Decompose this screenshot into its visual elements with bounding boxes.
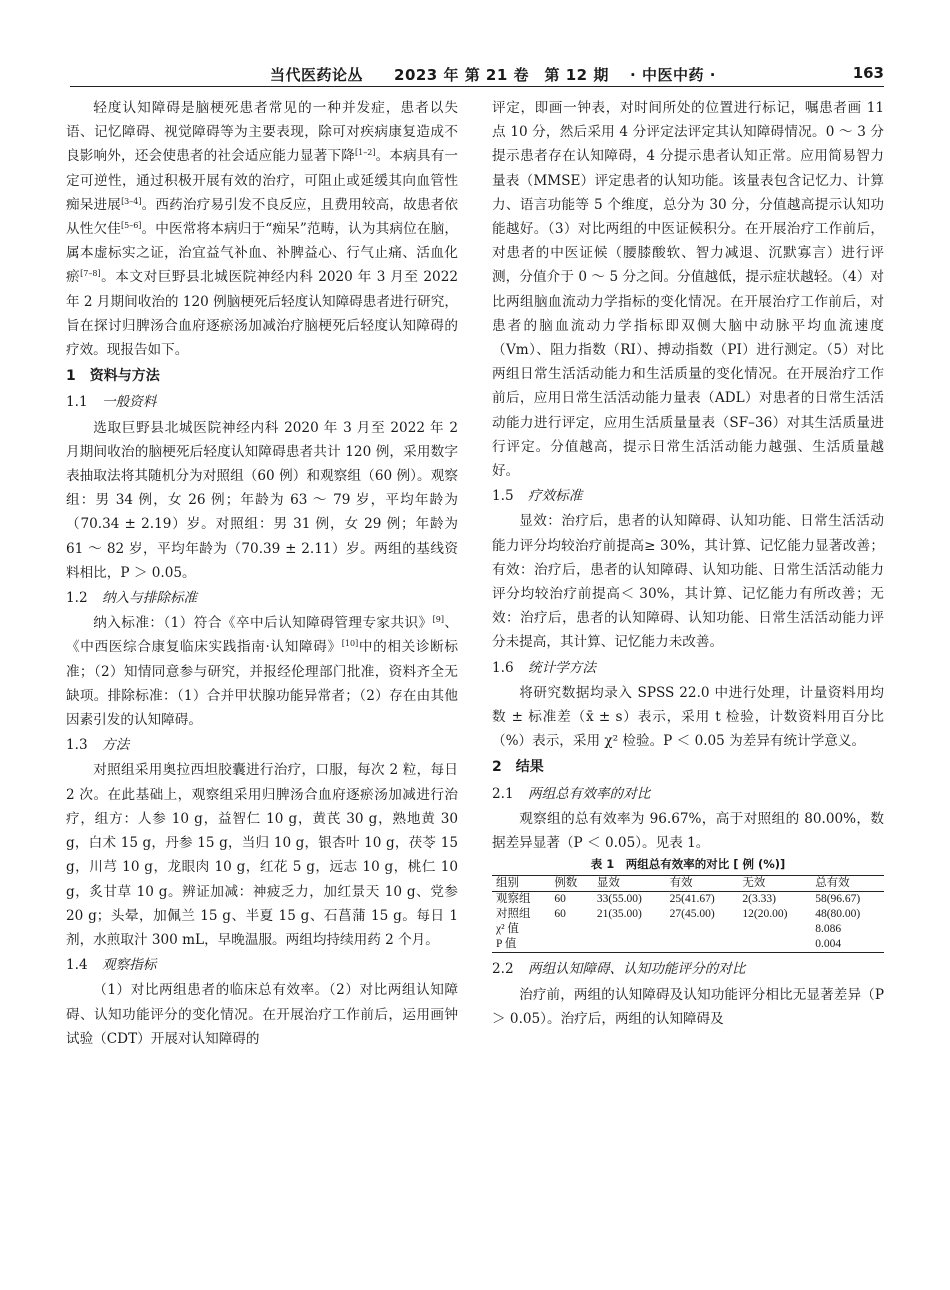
body-paragraph: 显效：治疗后，患者的认知障碍、认知功能、日常生活活动能力评分均较治疗前提高≥ 30%，其计算、记忆能力显著改善；有效：治疗后，患者的认知障碍、认知功能、日常生活活动能力评分均较治疗前提高＜ 30%，其计算、记忆能力有所改善；无效：治疗后，患者的认知障碍、认知功能、日常生活活动能力评分未提高，其计算、记忆能力未改善。 — [492, 513, 884, 651]
table-caption: 表 1 两组总有效率的对比 [ 例 (%)] — [590, 857, 786, 872]
table-cell: χ² 值 — [496, 923, 519, 936]
table-header-cell: 有效 — [666, 876, 739, 892]
body-paragraph: 观察组的总有效率为 96.67%，高于对照组的 80.00%，数据差异显著（P ＜ 0.05）。见表 1。 — [492, 810, 884, 852]
subsection-heading: 1.6 统计学方法 — [492, 659, 596, 676]
table-cell — [550, 922, 593, 937]
table-header-cell: 例数 — [550, 876, 593, 892]
table-cell — [666, 922, 739, 937]
citation: [3–4] — [121, 196, 142, 206]
page-number: 163 — [852, 64, 884, 82]
citation: [9] — [432, 615, 444, 625]
table-cell: 60 — [554, 893, 566, 906]
table-row — [492, 922, 884, 937]
subsection-heading: 1.5 疗效标准 — [492, 488, 583, 505]
body-paragraph: 将研究数据均录入 SPSS 22.0 中进行处理，计量资料用均数 ± 标准差（x̄ ± s）表示，采用 t 检验，计数资料用百分比（%）表示，采用 χ² 检验。P ＜ 0.05 为差异有统计学意义。 — [492, 684, 884, 750]
table-cell: 0.004 — [811, 937, 884, 953]
citation: [5–6] — [120, 221, 142, 231]
body-paragraph: 治疗前，两组的认知障碍及认知功能评分相比无显著差异（P ＞ 0.05）。治疗后，两组的认知障碍及 — [492, 986, 884, 1027]
table-header-cell: 总有效 — [811, 876, 884, 892]
table-cell: 12(20.00) — [742, 908, 788, 921]
table-cell: 21(35.00) — [596, 908, 642, 921]
journal-title: 当代医药论丛 2023 年 第 21 卷 第 12 期 · 中医中药 · — [270, 66, 716, 84]
running-header — [70, 62, 884, 84]
table-row — [492, 907, 884, 922]
table-cell: 58(96.67) — [815, 893, 861, 906]
table-header-row — [492, 876, 884, 892]
table-cell: 27(45.00) — [669, 908, 715, 921]
table-header-cell: 无效 — [738, 876, 811, 892]
header-rule — [70, 86, 884, 87]
body-paragraph: 对照组采用奥拉西坦胶囊进行治疗，口服，每次 2 粒，每日 2 次。在此基础上，观察组采用归脾汤合血府逐瘀汤加减进行治疗，组方：人参 10 g，益智仁 10 g，黄芪 30 g，熟地黄 30 g，白术 15 g，丹参 15 g，当归 10 g，银杏叶 10 g，茯苓 15 g，川芎 10 g，龙眼肉 10 g，红花 5 g，远志 10 g，桃仁 10 g，炙甘草 10 g。辨证加减：神疲乏力，加红景天 10 g、党参 20 g；头晕，加佩兰 15 g、半夏 15 g、石菖蒲 15 g。每日 1 剂，水煎取汁 300 mL，早晚温服。两组均持续用药 2 个月。 — [66, 762, 458, 948]
table-cell: 2(3.33) — [742, 893, 776, 906]
table-row — [492, 937, 884, 953]
body-paragraph: （1）对比两组患者的临床总有效率。（2）对比两组认知障碍、认知功能评分的变化情况。在开展治疗工作前后，运用画钟试验（CDT）开展对认知障碍的 — [66, 982, 458, 1047]
subsection-heading: 1.3 方法 — [66, 737, 130, 754]
table-cell: 25(41.67) — [669, 893, 715, 906]
table-cell: 48(80.00) — [815, 908, 861, 921]
subsection-heading: 1.2 纳入与排除标准 — [66, 590, 198, 607]
body-paragraph: 评定，即画一钟表，对时间所处的位置进行标记，嘱患者画 11 点 10 分，然后采用 4 分评定法评定其认知障碍情况。0 ～ 3 分提示患者存在认知障碍，4 分提示患者认知正常。应用简易智力量表（MMSE）评定患者的认知功能。该量表包含记忆力、计算力、语言功能等 5 个维度，总分为 30 分，分值越高提示认知功能越好。（3）对比两组的中医证候积分。在开展治疗工作前后，对患者的中医证候（腰膝酸软、智力减退、沉默寡言）进行评测，分值介于 0 ～ 5 分之间。分值越低，提示症状越轻。（4）对比两组脑血流动力学指标的变化情况。在开展治疗工作前后，对患者的脑血流动力学指标即双侧大脑中动脉平均血流速度（Vm）、阻力指数（RI）、搏动指数（PI）进行测定。（5）对比两组日常生活活动能力和生活质量的变化情况。在开展治疗工作前后，应用日常生活活动能力量表（ADL）对患者的日常生活活动能力进行评定，应用生活质量量表（SF–36）对其生活质量进行评定。分值越高，提示日常生活活动能力越强、生活质量越好。 — [492, 100, 884, 480]
right-column — [492, 96, 884, 1031]
table-cell — [593, 937, 666, 953]
subsection-heading: 2.2 两组认知障碍、认知功能评分的对比 — [492, 961, 746, 978]
table-cell — [666, 937, 739, 953]
table-cell: 33(55.00) — [596, 893, 642, 906]
table-header-cell: 显效 — [593, 876, 666, 892]
table-cell: 8.086 — [815, 923, 842, 936]
subsection-heading: 1.4 观察指标 — [66, 957, 157, 974]
table-cell: 观察组 — [496, 893, 531, 906]
left-column — [66, 96, 458, 1051]
subsection-heading: 1.1 一般资料 — [66, 394, 157, 411]
body-paragraph: 选取巨野县北城医院神经内科 2020 年 3 月至 2022 年 2 月期间收治的脑梗死后轻度认知障碍患者共计 120 例，采用数字表抽取法将其随机分为对照组（60 例）和观察组（60 例）。观察组：男 34 例，女 26 例；年龄为 63 ～ 79 岁，平均年龄为（70.34 ± 2.19）岁。对照组：男 31 例，女 29 例；年龄为 61 ～ 82 岁，平均年龄为（70.39 ± 2.11）岁。两组的基线资料相比，P ＞ 0.05。 — [66, 419, 458, 581]
results-table — [492, 855, 884, 953]
subsection-heading: 2.1 两组总有效率的对比 — [492, 785, 651, 802]
table-cell — [550, 937, 593, 953]
table-cell — [738, 922, 811, 937]
table-cell — [593, 922, 666, 937]
table-row — [492, 892, 884, 908]
body-paragraph: 纳入标准：（1）符合《卒中后认知障碍管理专家共识》[9]、《中西医综合康复临床实践指南·认知障碍》[10]中的相关诊断标准；（2）知情同意参与研究，并报经伦理部门批准，资料齐全无缺项。排除标准：（1）合并甲状腺功能异常者；（2）存在由其他因素引发的认知障碍。 — [66, 615, 458, 729]
citation: [7–8] — [80, 269, 101, 279]
section-heading: 1 资料与方法 — [66, 368, 160, 385]
table-cell: P 值 — [492, 937, 550, 953]
table-cell — [738, 937, 811, 953]
table-cell: 60 — [554, 908, 566, 921]
section-heading: 2 结果 — [492, 759, 544, 776]
intro-paragraph: 轻度认知障碍是脑梗死患者常见的一种并发症，患者以失语、记忆障碍、视觉障碍等为主要表现，除可对疾病康复造成不良影响外，还会使患者的社会适应能力显著下降[1–2]。本病具有一定可逆性，通过积极开展有效的治疗，可阻止或延缓其向血管性痴呆进展[3–4]。西药治疗易引发不良反应，且费用较高，故患者依从性欠佳[5–6]。中医常将本病归于“痴呆”范畴，认为其病位在脑，属本虚标实之证，治宜益气补血、补脾益心、行气止痛、活血化瘀[7–8]。本文对巨野县北城医院神经内科 2020 年 3 月至 2022 年 2 月期间收治的 120 例脑梗死后轻度认知障碍患者进行研究，旨在探讨归脾汤合血府逐瘀汤加减治疗脑梗死后轻度认知障碍的疗效。现报告如下。 — [66, 100, 459, 359]
table-cell: 对照组 — [496, 908, 531, 921]
citation: [1–2] — [355, 148, 376, 158]
citation: [10] — [341, 639, 359, 649]
table-header-cell: 组别 — [492, 876, 550, 892]
